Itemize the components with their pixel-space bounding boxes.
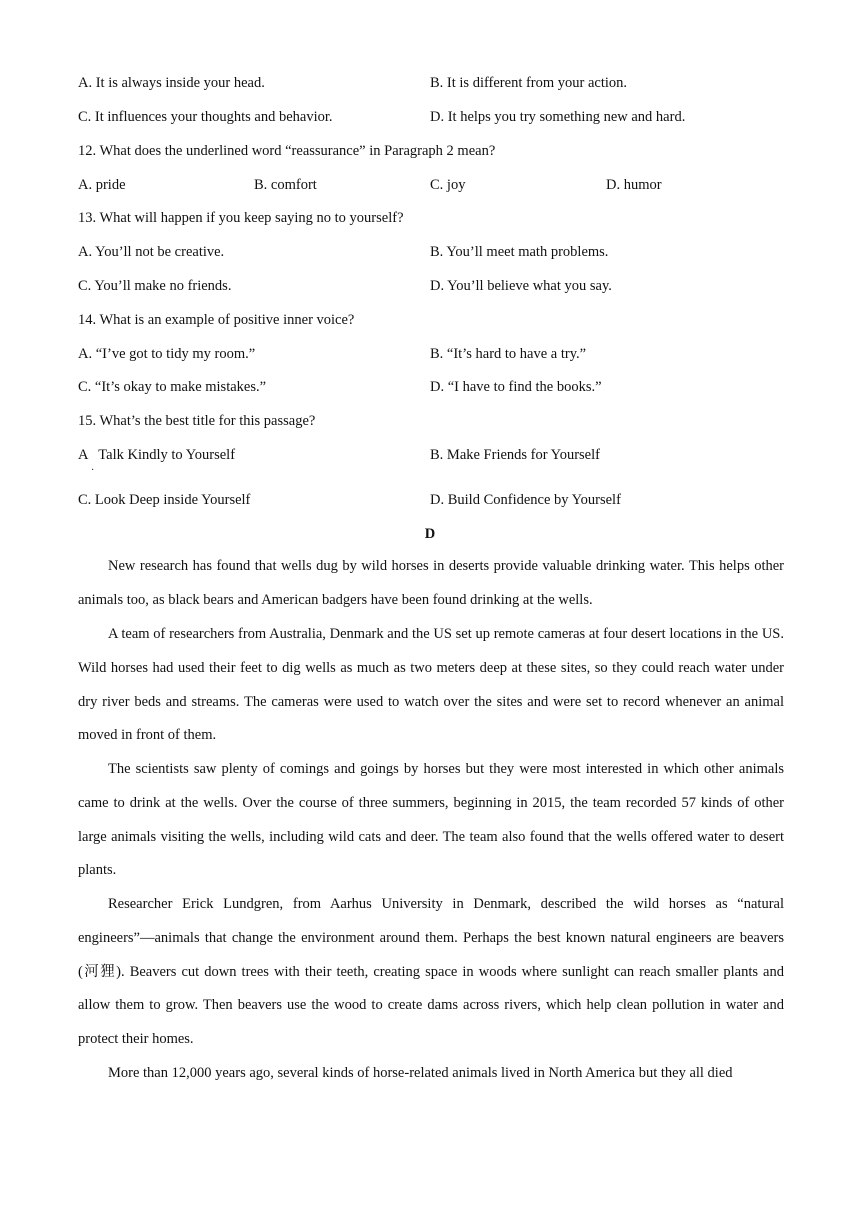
q13-option-d: D. You’ll believe what you say. <box>430 278 612 294</box>
q12-option-c: C. joy <box>430 177 466 193</box>
q15-option-d: D. Build Confidence by Yourself <box>430 492 621 508</box>
passage-paragraph-1: New research has found that wells dug by wild horses in deserts provide valuable drinking water. This helps other animals too, as black bears and American badgers have been found drinking at the wells. <box>78 558 784 608</box>
q11-option-c: C. It influences your thoughts and behavior. <box>78 109 333 125</box>
q12-stem: 12. What does the underlined word “reassurance” in Paragraph 2 mean? <box>78 143 496 159</box>
q14-option-c: C. “It’s okay to make mistakes.” <box>78 379 267 395</box>
q15-option-b: B. Make Friends for Yourself <box>430 447 600 463</box>
q13-option-b: B. You’ll meet math problems. <box>430 244 609 260</box>
q13-option-c: C. You’ll make no friends. <box>78 278 232 294</box>
stray-dot-mark: · <box>91 465 95 476</box>
q15-option-a: A Talk Kindly to Yourself <box>78 447 236 463</box>
q11-option-a: A. It is always inside your head. <box>78 75 265 91</box>
passage-paragraph-5: More than 12,000 years ago, several kinds of horse-related animals lived in North America but they all died <box>108 1065 733 1081</box>
passage-paragraph-2: A team of researchers from Australia, Denmark and the US set up remote cameras at four desert locations in the US. Wild horses had used their feet to dig wells as much as two meters deep at these sites, so they could reach water under dry river beds and streams. The cameras were used to watch over the sites and were set to record whenever an animal moved in front of them. <box>78 626 784 744</box>
q13-stem: 13. What will happen if you keep saying no to yourself? <box>78 210 404 226</box>
q14-option-b: B. “It’s hard to have a try.” <box>430 346 587 362</box>
section-heading: D <box>424 526 436 542</box>
q12-option-b: B. comfort <box>254 177 317 193</box>
q15-option-c: C. Look Deep inside Yourself <box>78 492 251 508</box>
q15-stem: 15. What’s the best title for this passage? <box>78 413 316 429</box>
q12-option-d: D. humor <box>606 177 662 193</box>
passage-paragraph-3: The scientists saw plenty of comings and goings by horses but they were most interested in which other animals came to drink at the wells. Over the course of three summers, beginning in 2015, the team recorded 57 kinds of other large animals visiting the wells, including wild cats and deer. The team also found that the wells offered water to desert plants. <box>78 761 784 879</box>
q12-option-a: A. pride <box>78 177 126 193</box>
passage-paragraph-4: Researcher Erick Lundgren, from Aarhus University in Denmark, described the wild horses as “natural engineers”—animals that change the environment around them. Perhaps the best known natural engineers are beavers (河狸). Beavers cut down trees with their teeth, creating space in woods where sunlight can reach smaller plants and allow them to grow. Then beavers use the wood to create dams across rivers, which help clean pollution in water and protect their homes. <box>78 896 784 1048</box>
q11-option-d: D. It helps you try something new and hard. <box>430 109 686 125</box>
q11-option-b: B. It is different from your action. <box>430 75 628 91</box>
q14-option-d: D. “I have to find the books.” <box>430 379 602 395</box>
q13-option-a: A. You’ll not be creative. <box>78 244 225 260</box>
q14-stem: 14. What is an example of positive inner voice? <box>78 312 355 328</box>
q14-option-a: A. “I’ve got to tidy my room.” <box>78 346 256 362</box>
